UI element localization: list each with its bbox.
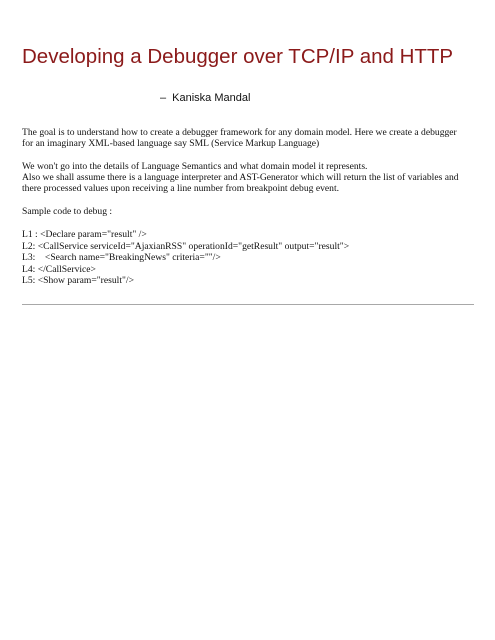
intro-paragraph — [22, 127, 482, 149]
assumptions-line-3: there processed values upon receiving a line number from breakpoint debug event. — [22, 183, 340, 194]
assumptions-paragraph — [22, 161, 482, 194]
assumptions-line-2: Also we shall assume there is a language interpreter and AST-Generator which will return the list of variables and — [22, 172, 459, 183]
horizontal-divider — [22, 304, 474, 305]
author-line — [160, 91, 250, 105]
code-line: L2: <CallService serviceId="AjaxianRSS" operationId="getResult" output="result"> — [22, 240, 350, 252]
code-line: L1 : <Declare param="result" /> — [22, 229, 147, 240]
code-line: L5: <Show param="result"/> — [22, 275, 134, 286]
page-title: Developing a Debugger over TCP/IP and HTTP — [22, 45, 454, 68]
sample-code-heading: Sample code to debug : — [22, 206, 113, 217]
assumptions-line-1: We won't go into the details of Language Semantics and what domain model it represents. — [22, 161, 368, 172]
sample-code-block — [22, 229, 482, 287]
author-dash: – — [160, 92, 167, 104]
intro-line-1: The goal is to understand how to create a debugger framework for any domain model. Here we create a debugger — [22, 127, 457, 138]
intro-line-2: for an imaginary XML-based language say SML (Service Markup Language) — [22, 138, 320, 149]
code-line: L3: <Search name="BreakingNews" criteria=""/> — [22, 252, 221, 263]
code-line: L4: </CallService> — [22, 263, 96, 275]
author-name: Kaniska Mandal — [172, 92, 251, 104]
